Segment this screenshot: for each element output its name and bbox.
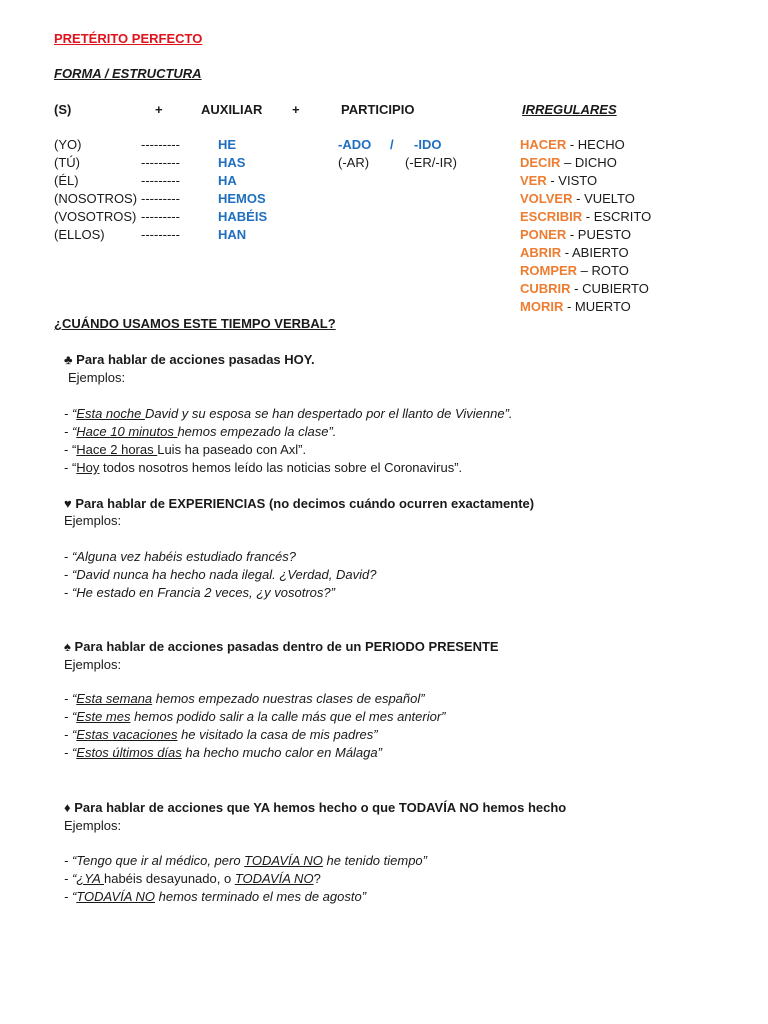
structure-plus-1: + — [155, 102, 163, 117]
pronoun-nosotros: (NOSOTROS) — [54, 191, 138, 206]
pronoun-tu: (TÚ) — [54, 155, 80, 170]
structure-plus-2: + — [292, 102, 300, 117]
ejemplos-label: Ejemplos: — [64, 657, 122, 672]
aux-he: HE — [218, 137, 237, 152]
dash: --------- — [141, 191, 180, 206]
ending-ar-note: (-AR) — [338, 155, 370, 170]
irregular-decir: DECIR – DICHO — [520, 155, 617, 170]
aux-ha: HA — [218, 173, 237, 188]
irregular-abrir: ABRIR - ABIERTO — [520, 245, 629, 260]
irregular-poner: PONER - PUESTO — [520, 227, 632, 242]
ending-slash: / — [390, 137, 394, 152]
dash: --------- — [141, 137, 180, 152]
example-hoy-2: - “Hace 10 minutos hemos empezado la clase”. — [64, 424, 337, 439]
dash: --------- — [141, 173, 180, 188]
section-periodo-heading: ♠ Para hablar de acciones pasadas dentro de un PERIODO PRESENTE — [64, 639, 499, 654]
irregular-cubrir: CUBRIR - CUBIERTO — [520, 281, 649, 296]
irregulars-list — [520, 136, 651, 316]
structure-auxiliar: AUXILIAR — [201, 102, 263, 117]
diamond-icon: ♦ — [64, 800, 71, 815]
dash-column — [141, 136, 180, 244]
irregular-morir: MORIR - MUERTO — [520, 299, 631, 314]
ejemplos-label: Ejemplos: — [68, 370, 126, 385]
club-icon: ♣ — [64, 352, 73, 367]
pronoun-ellos: (ELLOS) — [54, 227, 105, 242]
ending-er-ir-note: (-ER/-IR) — [405, 155, 457, 170]
dash: --------- — [141, 227, 180, 242]
aux-han: HAN — [218, 227, 247, 242]
irregular-hacer: HACER - HECHO — [520, 137, 625, 152]
aux-hemos: HEMOS — [218, 191, 266, 206]
spade-icon: ♠ — [64, 639, 71, 654]
ejemplos-label: Ejemplos: — [64, 513, 122, 528]
pronoun-yo: (YO) — [54, 137, 82, 152]
example-hoy-1: - “Esta noche David y su esposa se han despertado por el llanto de Vivienne”. — [64, 406, 513, 421]
ending-ido: -IDO — [414, 137, 442, 152]
example-ya-3: - “TODAVÍA NO hemos terminado el mes de agosto” — [64, 889, 367, 904]
structure-irregulares: IRREGULARES — [522, 102, 617, 117]
heart-icon: ♥ — [64, 496, 72, 511]
section-hoy-heading: ♣ Para hablar de acciones pasadas HOY. — [64, 352, 315, 367]
irregular-ver: VER - VISTO — [520, 173, 598, 188]
section-ya-todavia-heading: ♦ Para hablar de acciones que YA hemos hecho o que TODAVÍA NO hemos hecho — [64, 800, 567, 815]
section-experiencias-heading: ♥ Para hablar de EXPERIENCIAS (no decimos cuándo ocurren exactamente) — [64, 496, 535, 511]
irregular-escribir: ESCRIBIR - ESCRITO — [520, 209, 652, 224]
example-periodo-4: - “Estos últimos días ha hecho mucho calor en Málaga” — [64, 745, 382, 760]
pronoun-el: (ÉL) — [54, 173, 79, 188]
example-periodo-2: - “Este mes hemos podido salir a la calle más que el mes anterior” — [64, 709, 446, 724]
example-hoy-4: - “Hoy todos nosotros hemos leído las noticias sobre el Coronavirus”. — [64, 460, 463, 475]
aux-has: HAS — [218, 155, 246, 170]
structure-subject: (S) — [54, 102, 72, 117]
example-hoy-3: - “Hace 2 horas Luis ha paseado con Axl”. — [64, 442, 307, 457]
irregular-romper: ROMPER – ROTO — [520, 263, 629, 278]
example-periodo-3: - “Estas vacaciones he visitado la casa de mis padres” — [64, 727, 378, 742]
example-exp-2: - “David nunca ha hecho nada ilegal. ¿Verdad, David? — [64, 567, 377, 582]
aux-habeis: HABÉIS — [218, 209, 268, 224]
page-title: PRETÉRITO PERFECTO — [54, 31, 203, 46]
example-ya-2: - “¿YA habéis desayunado, o TODAVÍA NO? — [64, 871, 321, 886]
example-exp-3: - “He estado en Francia 2 veces, ¿y vosotros?” — [64, 585, 335, 600]
irregular-volver: VOLVER - VUELTO — [520, 191, 635, 206]
example-exp-1: - “Alguna vez habéis estudiado francés? — [64, 549, 296, 564]
usage-question: ¿CUÁNDO USAMOS ESTE TIEMPO VERBAL? — [54, 316, 336, 331]
section-subtitle: FORMA / ESTRUCTURA — [54, 66, 202, 81]
structure-participio: PARTICIPIO — [341, 102, 415, 117]
example-periodo-1: - “Esta semana hemos empezado nuestras clases de español” — [64, 691, 425, 706]
ending-ado: -ADO — [338, 137, 372, 152]
auxiliary-column — [218, 136, 267, 244]
pronoun-vosotros: (VOSOTROS) — [54, 209, 137, 224]
dash: --------- — [141, 155, 180, 170]
dash: --------- — [141, 209, 180, 224]
example-ya-1: - “Tengo que ir al médico, pero TODAVÍA NO he tenido tiempo” — [64, 853, 427, 868]
pronoun-column — [54, 136, 137, 244]
ejemplos-label: Ejemplos: — [64, 818, 122, 833]
